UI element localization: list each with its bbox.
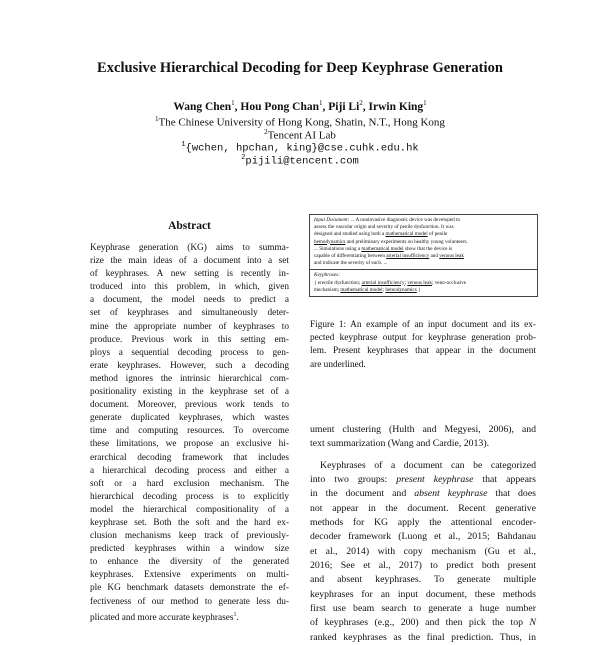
text-run: mechanism; [314, 286, 341, 293]
email-cuhk: $^1${wchen, hpchan, king}@cse.cuhk.edu.hk [181, 141, 419, 155]
body-line [310, 545, 536, 559]
figure-input-document [310, 215, 537, 269]
text-run: ; [404, 279, 408, 286]
abstract-line: Keyphrase generation (KG) aims to summa- [90, 243, 289, 253]
body-line [310, 573, 536, 587]
text-run: arterial insufficiency [386, 252, 430, 259]
text-run: mathematical model [385, 231, 428, 238]
body-line [310, 437, 536, 451]
figure-line [314, 287, 533, 294]
abstract-line: fectiveness of our method to generate less du- [90, 596, 289, 607]
abstract-body [90, 242, 289, 622]
text-run: mathematical model [361, 245, 404, 252]
figure-line [314, 260, 533, 267]
abstract-line: ple KG benchmark datasets demonstrate the ef- [90, 583, 289, 594]
body-line [310, 559, 536, 573]
body-line [310, 516, 536, 530]
figure-line [314, 280, 533, 287]
abstract-line: rize the main ideas of a document into a set [90, 256, 289, 267]
abstract-line: time and computing resources. To overcome [90, 426, 289, 437]
abstract-line: document. Moreover, previous work tends to [90, 400, 289, 411]
author: Hou Pong Chan$^1$ [240, 99, 323, 113]
paper-title: Exclusive Hierarchical Decoding for Deep Keyphrase Generation [96, 60, 504, 76]
text-run: show that the device is [403, 245, 453, 252]
affiliation-cuhk: $^1$The Chinese University of Hong Kong, Shatin, N.T., Hong Kong [155, 115, 445, 129]
email-tencent: $^2$pijili@tencent.com [241, 154, 359, 168]
text-run: and absent keyphrases. To generate multiple [310, 574, 536, 586]
text-run: decoder framework (Luong et al., 2015; Bahdanau [310, 531, 536, 543]
footnote-mark: 1 [233, 611, 237, 618]
author: Piji Li$^2$ [328, 99, 363, 113]
text-run: hemodynamics [385, 286, 417, 293]
author: Irwin King$^1$ [368, 99, 427, 113]
figure-keyphrases [310, 269, 537, 296]
abstract-line: troduced into this problem, in which, given [90, 282, 289, 293]
body-line [310, 502, 536, 516]
text-run: first use beam search to generate a huge number [310, 603, 536, 615]
figure-1 [309, 214, 538, 297]
text-run: capable of differentiating between [314, 252, 387, 259]
text-run: ument clustering (Hulth and Megyesi, 2006), and [310, 424, 536, 435]
caption-line: are underlined. [310, 359, 366, 370]
text-run: of penile [427, 231, 448, 238]
text-run: venous leak [407, 279, 432, 286]
text-run: et al., 2014) with copy mechanism (Gu et al., [310, 545, 536, 557]
text-run: that appears [473, 474, 536, 486]
text-run: assess the vascular origin and severity of penile dysfunction. It was [314, 224, 454, 231]
body-line [310, 459, 536, 473]
body-line [310, 473, 536, 487]
abstract-line: hierarchical decoding process is to explicitly [90, 491, 289, 502]
text-run: ranked keyphrases as the final prediction. Thus, in [310, 631, 536, 643]
author: Wang Chen$^1$ [173, 99, 235, 113]
caption-line: Figure 1: An example of an input document and its ex- [310, 320, 536, 330]
text-run: keyphrases for an input document, these methods [310, 588, 536, 600]
text-run: and indicate the severity of each. ... [314, 260, 388, 267]
body-line [310, 530, 536, 544]
text-run: methods for KG apply the attentional encoder- [310, 517, 536, 529]
text-run: of keyphrases (e.g., 200) and then pick the top [310, 617, 530, 629]
text-run: ... A noninvasive diagnostic device was developed to [349, 217, 461, 223]
text-run: Keyphrases of a document can be categorized [320, 459, 536, 471]
text-run: N [529, 617, 536, 629]
figure-line [314, 231, 533, 238]
text-run: } [416, 286, 421, 293]
abstract-line: model the hierarchical compositionality of a [90, 504, 289, 515]
figure-line [314, 224, 533, 231]
text-run: ; veno-occlusive [431, 279, 467, 286]
figure-caption [310, 319, 536, 372]
abstract-line: a document, the model needs to predict a [90, 295, 289, 306]
body-line [310, 616, 536, 630]
caption-line: lem. Present keyphrases that appear in the document [310, 346, 536, 357]
text-run: ; [382, 286, 386, 293]
text-run: { erectile dysfunction; [314, 279, 362, 286]
text-run: that does [487, 488, 536, 500]
text-run: and preliminary experiments on healthy young volunteers. [345, 238, 468, 245]
text-run: ... Simulations using a [314, 245, 362, 252]
figure-line [314, 239, 533, 246]
text-run: text summarization (Wang and Cardie, 2013). [310, 438, 490, 450]
abstract-line: method ignores the intrinsic hierarchical com- [90, 373, 289, 384]
text-run: Input Document: [314, 217, 350, 223]
text-run: absent keyphrase [414, 488, 488, 500]
figure-line [314, 246, 533, 253]
body-line [310, 631, 536, 645]
text-run: Keyphrases: [314, 272, 340, 279]
text-run: not appear in the document. Recent generative [310, 502, 536, 514]
abstract-line: ploys a sequential decoding process to gen- [90, 347, 289, 358]
abstract-line: produce. Previous work in this setting em- [90, 334, 289, 345]
abstract-line: a hierarchical decoding process and either a [90, 465, 289, 476]
abstract-line: erarchical decoding framework that includes [90, 452, 289, 463]
abstract-line: clusion mechanisms keep track of previously- [90, 531, 289, 542]
text-run: venous leak [439, 252, 464, 259]
abstract-line: of keyphrases. A new setting is recently in- [90, 269, 289, 280]
abstract-line: generate duplicated keyphrases, which wastes [90, 413, 289, 424]
text-run: hemodynamics [314, 238, 346, 245]
body-line [310, 487, 536, 501]
text-run: 2016; See et al., 2017) to predict both present [310, 560, 536, 572]
figure-line [314, 217, 533, 224]
text-run: present keyphrase [396, 474, 474, 486]
abstract-line: to enhance the diversity of the generated [90, 557, 289, 568]
abstract-line: keyphrases. Extensive experiments on multi- [90, 570, 289, 581]
abstract-line: these limitations, we propose an exclusive hi- [90, 439, 289, 450]
abstract-line: predicted keyphrases within a window size [90, 544, 289, 555]
figure-line [314, 253, 533, 260]
author-list: Wang Chen$^1$, Hou Pong Chan$^1$, Piji Li$^2$, Irwin King$^1$ [173, 99, 427, 113]
abstract-line: positionality existing in the keyphrase set of a [90, 387, 289, 398]
text-run: mathematical model [340, 286, 383, 293]
body-line [310, 423, 536, 437]
text-run: designed and studied using both a [314, 231, 386, 238]
intro-body-text [310, 423, 536, 645]
text-run: into two groups: [310, 474, 397, 486]
abstract-heading: Abstract [168, 220, 211, 232]
abstract-line: erate keyphrases. However, such a decoding [90, 360, 289, 371]
figure-line [314, 272, 533, 279]
text-run: in the document and [310, 488, 415, 500]
abstract-line: keyphrase set. Both the soft and the hard ex- [90, 517, 289, 528]
affiliation-tencent: $^2$Tencent AI Lab [264, 128, 336, 142]
abstract-section [90, 220, 289, 622]
text-run: and [429, 252, 440, 259]
caption-line: pected keyphrase output for keyphrase generation prob- [310, 333, 536, 344]
abstract-line: plicated and more accurate keyphrases$^1$. [90, 611, 239, 623]
abstract-line: mine the appropriate number of keyphrases to [90, 321, 289, 332]
text-run: arterial insufficiency [361, 279, 405, 286]
body-line [310, 602, 536, 616]
abstract-line: soft or a hard exclusion mechanism. The [90, 478, 289, 489]
abstract-line: set of keyphrases and simultaneously deter- [90, 308, 289, 319]
